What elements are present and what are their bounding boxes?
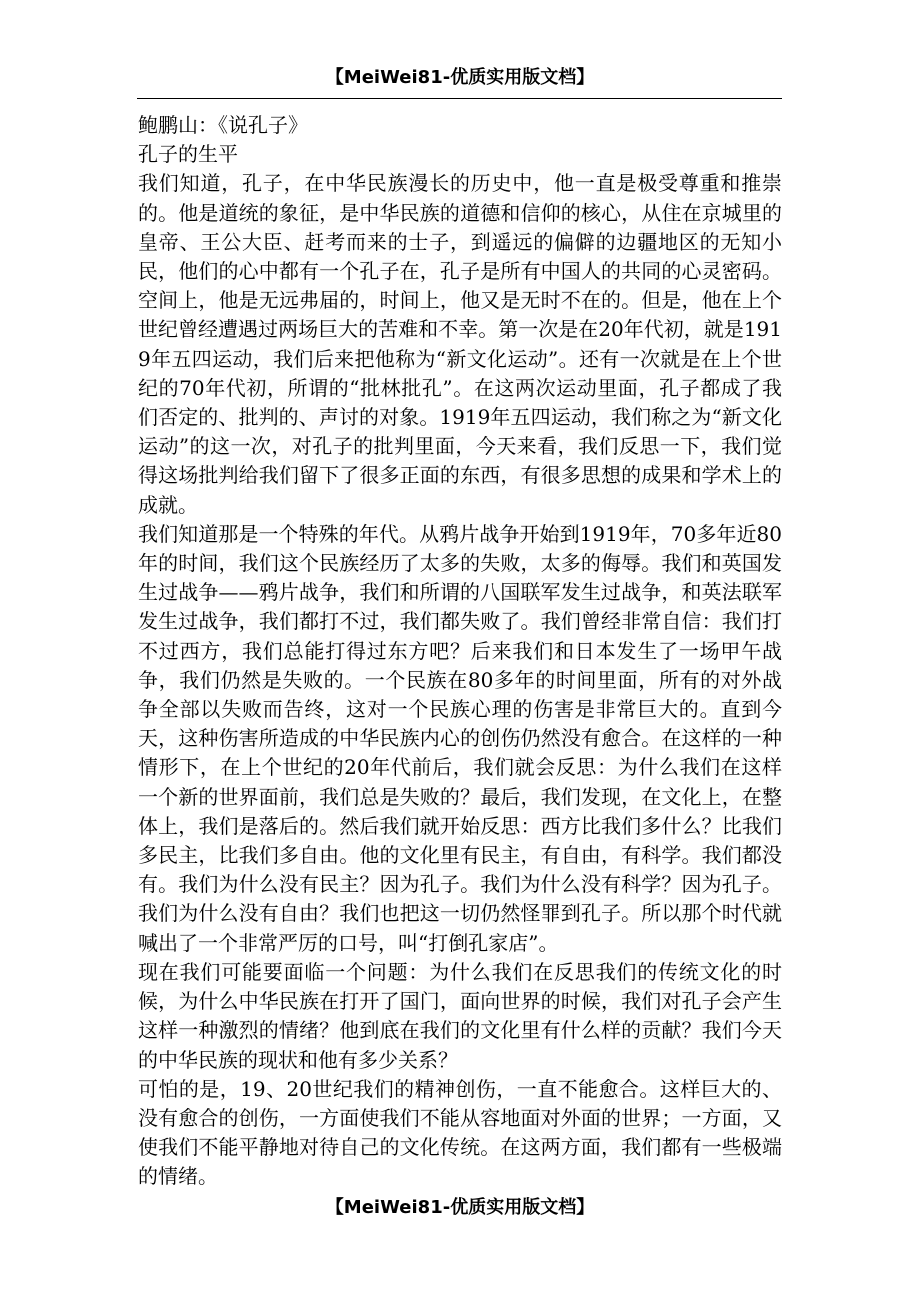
section-heading: 孔子的生平 [138,142,238,167]
paragraph-1: 我们知道，孔子，在中华民族漫长的历史中，他一直是极受尊重和推崇的。他是道统的象征，是中华民族的道德和信仰的核心，从住在京城里的皇帝、王公大臣、赶考而来的士子，到遥远的偏僻的边疆地区的无知小民，他们的心中都有一个孔子在，孔子是所有中国人的共同的心灵密码。空间上，他是无远弗届的，时间上，他又是无时不在的。但是，他在上个世纪曾经遭遇过两场巨大的苦难和不幸。第一次是在20年代初，就是1919年五四运动，我们后来把他称为“新文化运动”。还有一次就是在上个世纪的70年代初，所谓的“批林批孔”。在这两次运动里面，孔子都成了我们否定的、批判的、声讨的对象。1919年五四运动，我们称之为“新文化运动”的这一次，对孔子的批判里面，今天来看，我们反思一下，我们觉得这场批判给我们留下了很多正面的东西，有很多思想的成果和学术上的成就。 [138,171,782,517]
document-body [138,111,782,1192]
paragraph-2: 我们知道那是一个特殊的年代。从鸦片战争开始到1919年，70多年近80年的时间，我们这个民族经历了太多的失败，太多的侮辱。我们和英国发生过战争——鸦片战争，我们和所谓的八国联军发生过战争，和英法联军发生过战争，我们都打不过，我们都失败了。我们曾经非常自信：我们打不过西方，我们总能打得过东方吧？后来我们和日本发生了一场甲午战争，我们仍然是失败的。一个民族在80多年的时间里面，所有的对外战争全部以失败而告终，这对一个民族心理的伤害是非常巨大的。直到今天，这种伤害所造成的中华民族内心的创伤仍然没有愈合。在这样的一种情形下，在上个世纪的20年代前后，我们就会反思：为什么我们在这样一个新的世界面前，我们总是失败的？最后，我们发现，在文化上，在整体上，我们是落后的。然后我们就开始反思：西方比我们多什么？比我们多民主，比我们多自由。他的文化里有民主，有自由，有科学。我们都没有。我们为什么没有民主？因为孔子。我们为什么没有科学？因为孔子。我们为什么没有自由？我们也把这一切仍然怪罪到孔子。所以那个时代就喊出了一个非常严厉的口号，叫“打倒孔家店”。 [138,521,782,955]
paragraph-3: 现在我们可能要面临一个问题：为什么我们在反思我们的传统文化的时候，为什么中华民族在打开了国门，面向世界的时候，我们对孔子会产生这样一种激烈的情绪？他到底在我们的文化里有什么样的贡献？我们今天的中华民族的现状和他有多少关系？ [138,959,782,1072]
document-title-line: 鲍鹏山：《说孔子》 [138,113,308,137]
page-footer: 【MeiWei81-优质实用版文档】 [325,1197,595,1218]
page-header: 【MeiWei81-优质实用版文档】 [325,67,595,88]
header-divider [137,98,782,99]
paragraph-4: 可怕的是，19、20世纪我们的精神创伤，一直不能愈合。这样巨大的、没有愈合的创伤，一方面使我们不能从容地面对外面的世界；一方面，又使我们不能平静地对待自己的文化传统。在这两方面，我们都有一些极端的情绪。 [138,1076,782,1189]
